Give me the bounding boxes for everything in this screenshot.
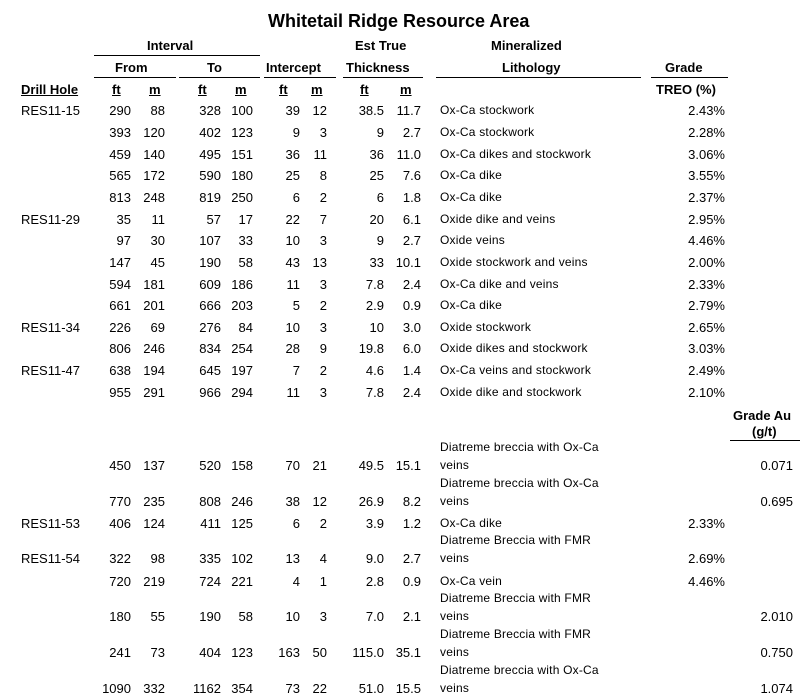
- lithology-cell: Oxide dike and veins: [440, 212, 556, 226]
- from-m-cell: 235: [143, 494, 165, 509]
- grade-au-cell: 0.071: [760, 458, 793, 473]
- th-m-cell: 11.0: [396, 147, 421, 162]
- th-ft-cell: 4.6: [365, 363, 384, 378]
- to-m-cell: 58: [238, 255, 253, 270]
- to-m-cell: 197: [231, 363, 253, 378]
- int-m-cell: 21: [312, 458, 327, 473]
- to-ft-cell: 495: [199, 147, 221, 162]
- int-ft-cell: 9: [292, 125, 300, 140]
- int-m-cell: 3: [319, 277, 327, 292]
- int-ft-cell: 36: [285, 147, 300, 162]
- lithology-cell: Ox-Ca stockwork: [440, 103, 535, 117]
- from-ft-cell: 241: [109, 645, 131, 660]
- int-ft-cell: 39: [285, 103, 300, 118]
- grade-au-cell: 2.010: [760, 609, 793, 624]
- lithology-cell: Ox-Ca stockwork: [440, 125, 535, 139]
- to-ft-cell: 335: [199, 551, 221, 566]
- th-m-cell: 0.9: [402, 574, 421, 589]
- int-m-cell: 4: [319, 551, 327, 566]
- from-m-cell: 30: [150, 233, 165, 248]
- th-ft-cell: 3.9: [365, 516, 384, 531]
- from-ft-cell: 565: [109, 168, 131, 183]
- th-m-cell: 6.0: [402, 341, 421, 356]
- grade-au-unit: (g/t): [752, 424, 777, 439]
- int-m-cell: 22: [312, 681, 327, 696]
- lithology-cell: Oxide dike and stockwork: [440, 385, 582, 399]
- int-ft-cell: 6: [292, 190, 300, 205]
- int-m-cell: 3: [319, 320, 327, 335]
- to-ft-cell: 404: [199, 645, 221, 660]
- lithology-cell: veins: [440, 609, 470, 623]
- to-ft-cell: 819: [199, 190, 221, 205]
- lithology-header: Lithology: [502, 60, 561, 75]
- from-m-cell: 219: [143, 574, 165, 589]
- from-ft-cell: 35: [116, 212, 131, 227]
- int-ft-cell: 13: [285, 551, 300, 566]
- lithology-cell: Ox-Ca dike: [440, 168, 503, 182]
- to-m-cell: 102: [231, 551, 253, 566]
- lithology-rule: [436, 77, 641, 78]
- to-m-cell: 17: [238, 212, 253, 227]
- to-ft-cell: 107: [199, 233, 221, 248]
- th-m-cell: 1.8: [402, 190, 421, 205]
- from-ft-header: ft: [112, 82, 121, 97]
- to-m-cell: 151: [231, 147, 253, 162]
- int-m-cell: 9: [319, 341, 327, 356]
- from-ft-cell: 770: [109, 494, 131, 509]
- intercept-rule: [264, 77, 336, 78]
- from-m-cell: 137: [143, 458, 165, 473]
- treo-header: TREO (%): [656, 82, 716, 97]
- to-rule: [179, 77, 260, 78]
- lithology-cell: Ox-Ca veins and stockwork: [440, 363, 592, 377]
- th-ft-cell: 7.8: [365, 385, 384, 400]
- to-m-cell: 84: [238, 320, 253, 335]
- to-m-cell: 180: [231, 168, 253, 183]
- grade-au-header: Grade Au: [733, 408, 792, 423]
- th-ft-cell: 19.8: [358, 341, 384, 356]
- to-ft-cell: 190: [199, 609, 221, 624]
- from-m-cell: 120: [143, 125, 165, 140]
- from-ft-cell: 813: [109, 190, 131, 205]
- th-m-cell: 2.7: [402, 233, 421, 248]
- int-m-cell: 8: [319, 168, 327, 183]
- int-m-cell: 2: [319, 516, 327, 531]
- to-ft-cell: 411: [200, 516, 221, 531]
- int-ft-cell: 38: [285, 494, 300, 509]
- int-m-cell: 11: [313, 147, 327, 162]
- int-m-cell: 2: [319, 190, 327, 205]
- from-m-cell: 181: [143, 277, 165, 292]
- int-m-cell: 2: [319, 298, 327, 313]
- lithology-line-1: Diatreme Breccia with FMR: [440, 627, 592, 641]
- to-ft-cell: 609: [199, 277, 221, 292]
- lithology-cell: Oxide stockwork and veins: [440, 255, 588, 269]
- to-ft-cell: 808: [199, 494, 221, 509]
- to-ft-cell: 57: [206, 212, 221, 227]
- treo-cell: 2.33%: [688, 516, 725, 531]
- to-m-cell: 250: [231, 190, 253, 205]
- int-ft-cell: 11: [286, 277, 300, 292]
- from-m-cell: 248: [143, 190, 165, 205]
- th-ft-cell: 20: [369, 212, 384, 227]
- interval-rule: [94, 55, 260, 56]
- lithology-cell: veins: [440, 681, 470, 695]
- to-ft-cell: 724: [199, 574, 221, 589]
- to-m-cell: 125: [231, 516, 253, 531]
- th-ft-cell: 51.0: [358, 681, 384, 696]
- to-m-cell: 294: [231, 385, 253, 400]
- grade-au-cell: 1.074: [760, 681, 793, 696]
- from-m-cell: 291: [143, 385, 165, 400]
- from-ft-cell: 806: [109, 341, 131, 356]
- from-m-cell: 140: [143, 147, 165, 162]
- grade-au-cell: 0.695: [760, 494, 793, 509]
- lithology-cell: Ox-Ca dikes and stockwork: [440, 147, 592, 161]
- int-ft-cell: 4: [292, 574, 300, 589]
- treo-cell: 2.65%: [688, 320, 725, 335]
- lithology-line-1: Diatreme breccia with Ox-Ca: [440, 476, 599, 490]
- lithology-cell: Oxide dikes and stockwork: [440, 341, 588, 355]
- to-ft-cell: 590: [199, 168, 221, 183]
- treo-cell: 3.06%: [688, 147, 725, 162]
- int-ft-cell: 22: [285, 212, 300, 227]
- treo-cell: 2.69%: [688, 551, 725, 566]
- from-m-cell: 124: [143, 516, 165, 531]
- th-m-cell: 7.6: [402, 168, 421, 183]
- th-ft-cell: 25: [369, 168, 384, 183]
- th-m-cell: 1.4: [402, 363, 421, 378]
- to-ft-cell: 834: [199, 341, 221, 356]
- drill-hole-cell: RES11-47: [21, 363, 81, 378]
- int-m-cell: 1: [319, 574, 327, 589]
- from-ft-cell: 290: [109, 103, 131, 118]
- to-m-cell: 254: [231, 341, 253, 356]
- to-ft-cell: 328: [199, 103, 221, 118]
- int-ft-cell: 10: [285, 233, 300, 248]
- th-ft-cell: 36: [369, 147, 384, 162]
- to-ft-cell: 645: [199, 363, 221, 378]
- from-m-cell: 55: [150, 609, 165, 624]
- to-m-cell: 158: [231, 458, 253, 473]
- from-ft-cell: 147: [109, 255, 131, 270]
- int-ft-cell: 70: [285, 458, 300, 473]
- th-m-cell: 2.1: [402, 609, 421, 624]
- to-m-header: m: [235, 82, 247, 97]
- thickness-header: Thickness: [346, 60, 410, 75]
- lithology-cell: veins: [440, 645, 470, 659]
- drill-hole-cell: RES11-53: [21, 516, 81, 531]
- th-m-cell: 15.5: [395, 681, 421, 696]
- th-ft-cell: 9: [376, 125, 384, 140]
- th-ft-cell: 26.9: [358, 494, 384, 509]
- to-m-cell: 100: [231, 103, 253, 118]
- drill-hole-cell: RES11-54: [21, 551, 81, 566]
- from-m-cell: 88: [150, 103, 165, 118]
- int-ft-cell: 11: [286, 385, 300, 400]
- to-m-cell: 123: [231, 645, 253, 660]
- to-m-cell: 246: [231, 494, 253, 509]
- treo-cell: 2.00%: [688, 255, 725, 270]
- int-m-cell: 3: [319, 233, 327, 248]
- to-m-cell: 58: [238, 609, 253, 624]
- lithology-cell: Ox-Ca dike: [440, 516, 503, 530]
- from-m-cell: 201: [143, 298, 165, 313]
- int-m-cell: 12: [312, 494, 327, 509]
- int-m-cell: 50: [312, 645, 327, 660]
- th-ft-cell: 7.8: [365, 277, 384, 292]
- from-ft-cell: 322: [109, 551, 131, 566]
- int-m-cell: 2: [319, 363, 327, 378]
- th-ft-cell: 9: [376, 233, 384, 248]
- th-ft-cell: 10: [369, 320, 384, 335]
- treo-cell: 2.95%: [688, 212, 725, 227]
- from-ft-cell: 459: [109, 147, 131, 162]
- lithology-cell: veins: [440, 551, 470, 565]
- interval-header: Interval: [147, 38, 194, 53]
- th-ft-cell: 6: [376, 190, 384, 205]
- from-ft-cell: 180: [109, 609, 131, 624]
- int-m-cell: 3: [319, 125, 327, 140]
- to-m-cell: 186: [231, 277, 253, 292]
- lithology-line-1: Diatreme breccia with Ox-Ca: [440, 663, 599, 677]
- lithology-cell: Ox-Ca dike: [440, 190, 503, 204]
- from-ft-cell: 1090: [102, 681, 131, 696]
- grade-au-cell: 0.750: [760, 645, 793, 660]
- treo-cell: 2.79%: [688, 298, 725, 313]
- lithology-cell: Ox-Ca dike: [440, 298, 503, 312]
- to-ft-cell: 190: [199, 255, 221, 270]
- th-ft-cell: 7.0: [365, 609, 384, 624]
- from-ft-cell: 97: [116, 233, 131, 248]
- int-m-cell: 3: [319, 385, 327, 400]
- int-m-cell: 13: [312, 255, 327, 270]
- to-header: To: [207, 60, 222, 75]
- drill-hole-cell: RES11-34: [21, 320, 81, 335]
- from-ft-cell: 638: [109, 363, 131, 378]
- lithology-cell: veins: [440, 494, 470, 508]
- th-ft-cell: 33: [369, 255, 384, 270]
- from-m-cell: 172: [143, 168, 165, 183]
- int-ft-cell: 163: [278, 645, 300, 660]
- treo-cell: 2.43%: [688, 103, 725, 118]
- treo-cell: 3.03%: [688, 341, 725, 356]
- th-m-cell: 10.1: [395, 255, 421, 270]
- to-m-cell: 354: [231, 681, 253, 696]
- treo-cell: 2.33%: [688, 277, 725, 292]
- th-ft-header: ft: [360, 82, 369, 97]
- th-m-header: m: [400, 82, 412, 97]
- from-m-cell: 69: [150, 320, 165, 335]
- est-true-header: Est True: [355, 38, 407, 53]
- lithology-cell: Oxide stockwork: [440, 320, 532, 334]
- th-m-cell: 6.1: [402, 212, 421, 227]
- from-ft-cell: 661: [109, 298, 131, 313]
- lithology-line-1: Diatreme Breccia with FMR: [440, 591, 592, 605]
- int-ft-cell: 28: [285, 341, 300, 356]
- from-ft-cell: 720: [109, 574, 131, 589]
- lithology-cell: Ox-Ca dike and veins: [440, 277, 559, 291]
- from-m-cell: 11: [151, 212, 165, 227]
- th-ft-cell: 38.5: [358, 103, 384, 118]
- th-m-cell: 15.1: [395, 458, 421, 473]
- th-ft-cell: 9.0: [365, 551, 384, 566]
- from-ft-cell: 393: [109, 125, 131, 140]
- from-m-cell: 45: [150, 255, 165, 270]
- from-m-header: m: [149, 82, 161, 97]
- drill-hole-header: Drill Hole: [21, 82, 79, 97]
- from-ft-cell: 955: [109, 385, 131, 400]
- from-m-cell: 246: [143, 341, 165, 356]
- int-ft-cell: 10: [285, 609, 300, 624]
- to-ft-cell: 666: [199, 298, 221, 313]
- to-ft-cell: 520: [199, 458, 221, 473]
- grade-au-rule: [730, 440, 800, 441]
- int-ft-cell: 5: [292, 298, 300, 313]
- from-header: From: [115, 60, 148, 75]
- from-m-cell: 332: [143, 681, 165, 696]
- int-ft-cell: 7: [292, 363, 300, 378]
- from-rule: [94, 77, 176, 78]
- treo-cell: 3.55%: [688, 168, 725, 183]
- to-ft-cell: 966: [199, 385, 221, 400]
- from-m-cell: 194: [143, 363, 165, 378]
- int-m-cell: 7: [319, 212, 327, 227]
- int-ft-cell: 6: [292, 516, 300, 531]
- from-ft-cell: 406: [109, 516, 131, 531]
- th-m-cell: 2.7: [402, 551, 421, 566]
- th-m-cell: 11.7: [396, 103, 421, 118]
- to-ft-cell: 276: [199, 320, 221, 335]
- lithology-cell: Ox-Ca vein: [440, 574, 503, 588]
- intercept-header: Intercept: [266, 60, 321, 75]
- lithology-cell: Oxide veins: [440, 233, 505, 247]
- int-ft-cell: 73: [285, 681, 300, 696]
- drill-hole-cell: RES11-15: [21, 103, 81, 118]
- from-ft-cell: 594: [109, 277, 131, 292]
- to-ft-cell: 1162: [193, 681, 221, 696]
- lithology-line-1: Diatreme breccia with Ox-Ca: [440, 440, 599, 454]
- th-m-cell: 2.4: [402, 385, 421, 400]
- page-title: Whitetail Ridge Resource Area: [268, 11, 530, 31]
- lithology-cell: veins: [440, 458, 470, 472]
- mineralized-header: Mineralized: [491, 38, 562, 53]
- treo-cell: 4.46%: [688, 574, 725, 589]
- th-ft-cell: 49.5: [358, 458, 384, 473]
- int-m-header: m: [311, 82, 323, 97]
- treo-cell: 4.46%: [688, 233, 725, 248]
- treo-cell: 2.49%: [688, 363, 725, 378]
- thickness-rule: [343, 77, 423, 78]
- th-ft-cell: 115.0: [352, 645, 384, 660]
- to-ft-header: ft: [198, 82, 207, 97]
- to-m-cell: 123: [231, 125, 253, 140]
- treo-cell: 2.28%: [688, 125, 725, 140]
- grade-rule: [651, 77, 728, 78]
- int-ft-header: ft: [279, 82, 288, 97]
- th-m-cell: 2.7: [402, 125, 421, 140]
- from-m-cell: 98: [150, 551, 165, 566]
- lithology-line-1: Diatreme Breccia with FMR: [440, 533, 592, 547]
- from-ft-cell: 226: [109, 320, 131, 335]
- th-m-cell: 2.4: [402, 277, 421, 292]
- to-ft-cell: 402: [199, 125, 221, 140]
- th-m-cell: 8.2: [402, 494, 421, 509]
- grade-header: Grade: [665, 60, 703, 75]
- th-m-cell: 0.9: [402, 298, 421, 313]
- th-m-cell: 1.2: [402, 516, 421, 531]
- int-ft-cell: 43: [285, 255, 300, 270]
- to-m-cell: 203: [231, 298, 253, 313]
- from-m-cell: 73: [150, 645, 165, 660]
- int-m-cell: 12: [312, 103, 327, 118]
- int-ft-cell: 10: [285, 320, 300, 335]
- th-m-cell: 35.1: [395, 645, 421, 660]
- from-ft-cell: 450: [109, 458, 131, 473]
- th-m-cell: 3.0: [402, 320, 421, 335]
- treo-cell: 2.37%: [688, 190, 725, 205]
- th-ft-cell: 2.9: [365, 298, 384, 313]
- drill-hole-cell: RES11-29: [21, 212, 81, 227]
- to-m-cell: 33: [238, 233, 253, 248]
- int-ft-cell: 25: [285, 168, 300, 183]
- treo-cell: 2.10%: [688, 385, 725, 400]
- to-m-cell: 221: [231, 574, 253, 589]
- int-m-cell: 3: [319, 609, 327, 624]
- th-ft-cell: 2.8: [365, 574, 384, 589]
